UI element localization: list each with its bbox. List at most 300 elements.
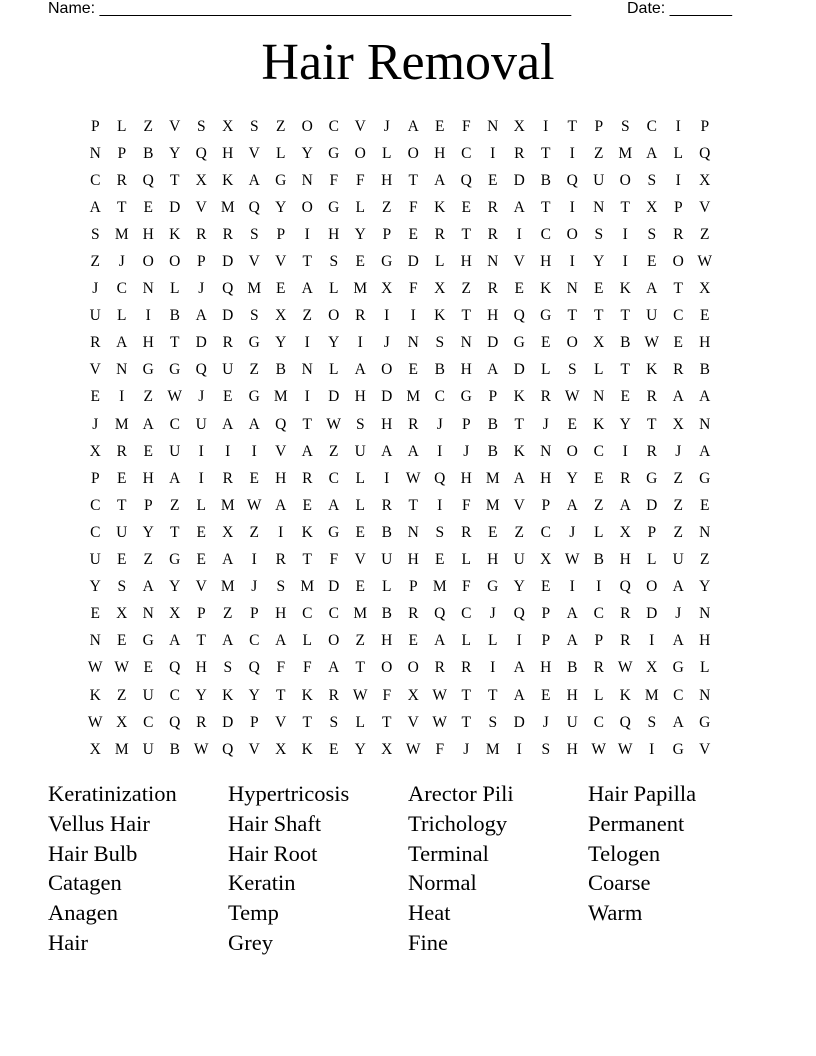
- grid-letter: P: [700, 117, 710, 135]
- grid-letter: J: [463, 740, 470, 758]
- grid-letter: Z: [276, 117, 286, 135]
- grid-letter: R: [355, 307, 366, 325]
- grid-letter: O: [381, 361, 393, 379]
- grid-letter: E: [408, 225, 418, 243]
- grid-letter: Y: [275, 198, 287, 216]
- grid-letter: F: [461, 496, 471, 514]
- grid-row: [82, 140, 718, 167]
- grid-letter: G: [248, 334, 260, 352]
- grid-letter: C: [302, 605, 313, 623]
- grid-letter: Q: [513, 307, 525, 325]
- grid-letter: L: [647, 551, 657, 569]
- grid-letter: P: [461, 415, 471, 433]
- grid-letter: P: [541, 632, 551, 650]
- grid-letter: I: [516, 632, 522, 650]
- grid-letter: H: [460, 361, 472, 379]
- grid-letter: H: [460, 253, 472, 271]
- grid-letter: I: [410, 307, 416, 325]
- grid-row: [82, 384, 718, 411]
- grid-letter: H: [487, 551, 499, 569]
- grid-row: [82, 519, 718, 546]
- grid-letter: W: [591, 740, 607, 758]
- grid-letter: P: [196, 253, 206, 271]
- grid-letter: W: [697, 253, 713, 271]
- grid-letter: V: [275, 253, 287, 271]
- grid-letter: J: [489, 605, 496, 623]
- grid-letter: R: [434, 225, 445, 243]
- grid-letter: H: [381, 415, 393, 433]
- grid-letter: E: [276, 280, 286, 298]
- grid-letter: D: [513, 171, 525, 189]
- grid-row: [82, 357, 718, 384]
- grid-letter: C: [169, 686, 180, 704]
- grid-letter: O: [142, 253, 154, 271]
- grid-letter: A: [434, 171, 446, 189]
- grid-letter: Q: [434, 469, 446, 487]
- grid-letter: G: [381, 253, 393, 271]
- grid-letter: B: [381, 523, 392, 541]
- grid-letter: F: [329, 171, 339, 189]
- grid-letter: K: [89, 686, 101, 704]
- grid-letter: F: [408, 198, 418, 216]
- grid-letter: Q: [619, 713, 631, 731]
- grid-letter: U: [116, 523, 128, 541]
- grid-letter: V: [275, 442, 287, 460]
- grid-letter: L: [488, 632, 498, 650]
- grid-letter: U: [513, 551, 525, 569]
- grid-letter: M: [485, 469, 500, 487]
- word-item: Coarse: [588, 870, 651, 896]
- grid-letter: E: [196, 523, 206, 541]
- grid-letter: Q: [460, 171, 472, 189]
- page-title: Hair Removal: [261, 34, 555, 91]
- grid-letter: T: [170, 523, 180, 541]
- grid-letter: J: [251, 578, 258, 596]
- grid-letter: T: [117, 198, 127, 216]
- grid-letter: A: [354, 361, 366, 379]
- grid-letter: M: [114, 225, 129, 243]
- grid-letter: S: [249, 225, 259, 243]
- grid-letter: D: [646, 496, 658, 514]
- grid-letter: I: [304, 334, 310, 352]
- grid-letter: N: [593, 388, 605, 406]
- grid-letter: H: [381, 171, 393, 189]
- grid-letter: L: [276, 144, 286, 162]
- grid-letter: J: [198, 388, 205, 406]
- grid-letter: G: [699, 469, 711, 487]
- grid-letter: K: [434, 198, 446, 216]
- grid-letter: E: [541, 334, 551, 352]
- grid-letter: S: [196, 117, 206, 135]
- grid-letter: E: [700, 496, 710, 514]
- grid-letter: X: [699, 171, 711, 189]
- grid-letter: L: [329, 361, 339, 379]
- grid-letter: C: [646, 117, 657, 135]
- grid-letter: R: [434, 659, 445, 677]
- grid-letter: E: [594, 280, 604, 298]
- grid-letter: A: [513, 686, 525, 704]
- grid-letter: A: [142, 578, 154, 596]
- grid-letter: M: [220, 496, 235, 514]
- grid-letter: Y: [169, 144, 181, 162]
- grid-letter: X: [619, 523, 631, 541]
- grid-letter: Z: [90, 253, 100, 271]
- grid-letter: Z: [143, 551, 153, 569]
- grid-letter: A: [169, 469, 181, 487]
- grid-letter: P: [647, 523, 657, 541]
- grid-letter: V: [699, 740, 711, 758]
- grid-letter: Z: [514, 523, 524, 541]
- grid-letter: U: [672, 551, 684, 569]
- grid-letter: O: [407, 659, 419, 677]
- grid-letter: S: [329, 713, 339, 731]
- grid-letter: R: [116, 171, 127, 189]
- grid-letter: Z: [673, 496, 683, 514]
- grid-letter: M: [300, 578, 315, 596]
- grid-letter: Y: [248, 686, 260, 704]
- grid-row: [82, 628, 718, 655]
- grid-letter: E: [647, 253, 657, 271]
- grid-letter: O: [301, 117, 313, 135]
- grid-letter: D: [222, 307, 234, 325]
- grid-letter: W: [405, 469, 421, 487]
- grid-letter: A: [513, 198, 525, 216]
- grid-letter: R: [620, 469, 631, 487]
- grid-letter: X: [89, 740, 101, 758]
- grid-letter: A: [407, 117, 419, 135]
- grid-letter: L: [382, 144, 392, 162]
- grid-letter: C: [461, 605, 472, 623]
- grid-letter: L: [541, 361, 551, 379]
- grid-letter: C: [593, 442, 604, 460]
- grid-letter: N: [487, 253, 499, 271]
- grid-letter: A: [672, 388, 684, 406]
- grid-letter: E: [541, 578, 551, 596]
- grid-letter: F: [329, 551, 339, 569]
- grid-letter: T: [620, 198, 630, 216]
- grid-letter: U: [195, 415, 207, 433]
- grid-letter: C: [328, 469, 339, 487]
- grid-letter: C: [461, 144, 472, 162]
- grid-letter: N: [699, 415, 711, 433]
- grid-letter: J: [463, 442, 470, 460]
- grid-letter: U: [89, 307, 101, 325]
- grid-letter: P: [249, 713, 259, 731]
- grid-letter: S: [223, 659, 233, 677]
- grid-letter: X: [222, 523, 234, 541]
- grid-letter: A: [328, 496, 340, 514]
- grid-letter: R: [116, 442, 127, 460]
- grid-letter: T: [461, 225, 471, 243]
- grid-letter: F: [276, 659, 286, 677]
- grid-row: [82, 113, 718, 140]
- grid-row: [82, 547, 718, 574]
- grid-letter: X: [116, 713, 128, 731]
- grid-letter: H: [540, 469, 552, 487]
- grid-letter: X: [646, 659, 658, 677]
- grid-letter: D: [381, 388, 393, 406]
- grid-letter: S: [435, 523, 445, 541]
- grid-letter: Y: [593, 253, 605, 271]
- grid-letter: E: [143, 442, 153, 460]
- word-item: Permanent: [588, 810, 685, 836]
- grid-letter: E: [541, 686, 551, 704]
- grid-letter: C: [169, 415, 180, 433]
- grid-letter: W: [564, 551, 580, 569]
- grid-letter: E: [461, 198, 471, 216]
- grid-letter: V: [354, 551, 366, 569]
- grid-letter: D: [222, 253, 234, 271]
- grid-letter: H: [195, 659, 207, 677]
- grid-letter: A: [381, 442, 393, 460]
- grid-letter: R: [487, 280, 498, 298]
- grid-letter: O: [301, 198, 313, 216]
- grid-letter: G: [328, 144, 340, 162]
- grid-letter: W: [644, 334, 660, 352]
- word-item: Hair: [48, 929, 88, 955]
- grid-letter: I: [384, 469, 390, 487]
- grid-letter: H: [222, 144, 234, 162]
- grid-letter: X: [116, 605, 128, 623]
- grid-letter: N: [116, 361, 128, 379]
- grid-letter: N: [593, 198, 605, 216]
- grid-letter: I: [490, 144, 496, 162]
- grid-letter: G: [513, 334, 525, 352]
- grid-letter: S: [647, 225, 657, 243]
- grid-letter: R: [487, 225, 498, 243]
- grid-letter: Y: [195, 686, 207, 704]
- grid-letter: T: [567, 307, 577, 325]
- grid-row: [82, 330, 718, 357]
- grid-letter: C: [328, 605, 339, 623]
- grid-letter: Q: [699, 144, 711, 162]
- grid-letter: B: [434, 361, 445, 379]
- grid-letter: M: [247, 280, 262, 298]
- grid-letter: U: [566, 713, 578, 731]
- grid-letter: C: [434, 388, 445, 406]
- grid-letter: L: [170, 280, 180, 298]
- grid-letter: P: [541, 605, 551, 623]
- grid-letter: Y: [301, 144, 313, 162]
- grid-letter: W: [114, 659, 130, 677]
- word-item: Heat: [408, 900, 451, 926]
- grid-letter: H: [275, 469, 287, 487]
- grid-letter: I: [675, 171, 681, 189]
- grid-letter: Z: [673, 523, 683, 541]
- grid-letter: D: [222, 713, 234, 731]
- grid-letter: Z: [249, 523, 259, 541]
- grid-letter: O: [328, 632, 340, 650]
- grid-letter: I: [569, 198, 575, 216]
- grid-letter: X: [434, 280, 446, 298]
- grid-letter: P: [196, 605, 206, 623]
- grid-letter: R: [90, 334, 101, 352]
- grid-letter: A: [222, 415, 234, 433]
- grid-letter: R: [408, 415, 419, 433]
- grid-letter: A: [169, 632, 181, 650]
- grid-letter: G: [699, 713, 711, 731]
- word-item: Trichology: [408, 810, 508, 836]
- grid-letter: I: [384, 307, 390, 325]
- grid-letter: R: [222, 469, 233, 487]
- grid-letter: Y: [619, 415, 631, 433]
- grid-letter: K: [646, 361, 658, 379]
- grid-letter: V: [248, 740, 260, 758]
- grid-letter: D: [328, 578, 340, 596]
- grid-letter: W: [193, 740, 209, 758]
- grid-letter: Y: [275, 334, 287, 352]
- grid-letter: Q: [275, 415, 287, 433]
- grid-letter: X: [381, 280, 393, 298]
- grid-letter: O: [672, 253, 684, 271]
- grid-letter: T: [355, 659, 365, 677]
- grid-letter: E: [302, 496, 312, 514]
- grid-letter: Y: [169, 578, 181, 596]
- grid-letter: O: [646, 578, 658, 596]
- grid-letter: D: [487, 334, 499, 352]
- grid-row: [82, 411, 718, 438]
- grid-row: [82, 248, 718, 275]
- grid-letter: P: [117, 144, 127, 162]
- grid-letter: N: [699, 523, 711, 541]
- grid-letter: T: [461, 713, 471, 731]
- grid-letter: Z: [700, 551, 710, 569]
- grid-letter: X: [275, 307, 287, 325]
- grid-letter: G: [672, 740, 684, 758]
- grid-letter: X: [89, 442, 101, 460]
- grid-letter: I: [437, 496, 443, 514]
- grid-row: [82, 492, 718, 519]
- grid-letter: P: [673, 198, 683, 216]
- grid-letter: T: [382, 713, 392, 731]
- grid-letter: J: [542, 713, 549, 731]
- grid-letter: V: [275, 713, 287, 731]
- grid-letter: G: [275, 171, 287, 189]
- grid-letter: B: [540, 171, 551, 189]
- grid-letter: S: [620, 117, 630, 135]
- grid-letter: M: [353, 280, 368, 298]
- grid-letter: V: [699, 198, 711, 216]
- grid-letter: N: [540, 442, 552, 460]
- grid-letter: Z: [170, 496, 180, 514]
- grid-letter: T: [117, 496, 127, 514]
- grid-row: [82, 709, 718, 736]
- grid-letter: E: [143, 198, 153, 216]
- grid-letter: T: [170, 171, 180, 189]
- grid-letter: W: [617, 740, 633, 758]
- grid-letter: E: [117, 551, 127, 569]
- grid-letter: R: [408, 605, 419, 623]
- grid-letter: P: [408, 578, 418, 596]
- grid-letter: E: [355, 578, 365, 596]
- grid-letter: Y: [699, 578, 711, 596]
- grid-letter: T: [461, 686, 471, 704]
- grid-letter: W: [326, 415, 342, 433]
- grid-letter: H: [142, 334, 154, 352]
- grid-row: [82, 465, 718, 492]
- grid-letter: A: [646, 280, 658, 298]
- grid-letter: X: [593, 334, 605, 352]
- grid-letter: U: [354, 442, 366, 460]
- grid-letter: A: [195, 307, 207, 325]
- grid-letter: D: [646, 605, 658, 623]
- grid-letter: L: [461, 632, 471, 650]
- word-item: Keratinization: [48, 781, 177, 806]
- word-item: Terminal: [408, 840, 489, 866]
- grid-letter: K: [513, 442, 525, 460]
- grid-letter: Q: [195, 361, 207, 379]
- grid-letter: H: [434, 144, 446, 162]
- grid-letter: I: [622, 442, 628, 460]
- grid-letter: S: [276, 578, 286, 596]
- grid-letter: S: [329, 253, 339, 271]
- grid-letter: Z: [355, 632, 365, 650]
- word-item: Temp: [228, 900, 279, 926]
- grid-letter: M: [353, 605, 368, 623]
- grid-letter: L: [117, 117, 127, 135]
- grid-letter: U: [222, 361, 234, 379]
- grid-letter: D: [513, 361, 525, 379]
- grid-letter: A: [513, 469, 525, 487]
- grid-letter: M: [220, 578, 235, 596]
- grid-letter: S: [117, 578, 127, 596]
- grid-letter: K: [619, 686, 631, 704]
- grid-letter: Q: [434, 605, 446, 623]
- grid-letter: G: [540, 307, 552, 325]
- word-column: [588, 779, 768, 928]
- grid-letter: I: [649, 632, 655, 650]
- grid-letter: C: [328, 117, 339, 135]
- grid-letter: C: [673, 686, 684, 704]
- grid-letter: B: [169, 307, 180, 325]
- grid-letter: P: [249, 605, 259, 623]
- grid-letter: R: [302, 469, 313, 487]
- grid-letter: N: [301, 361, 313, 379]
- grid-letter: B: [169, 740, 180, 758]
- grid-letter: L: [355, 713, 365, 731]
- grid-letter: M: [618, 144, 633, 162]
- grid-letter: S: [488, 713, 498, 731]
- grid-letter: D: [513, 713, 525, 731]
- grid-letter: R: [673, 361, 684, 379]
- grid-letter: I: [516, 740, 522, 758]
- grid-letter: E: [90, 388, 100, 406]
- date-field-label: Date: _______: [627, 0, 732, 17]
- grid-letter: G: [169, 551, 181, 569]
- grid-letter: C: [249, 632, 260, 650]
- grid-letter: L: [355, 469, 365, 487]
- grid-letter: M: [432, 578, 447, 596]
- grid-letter: K: [540, 280, 552, 298]
- word-item: Catagen: [48, 870, 122, 896]
- grid-letter: A: [301, 280, 313, 298]
- grid-letter: T: [620, 307, 630, 325]
- grid-letter: N: [89, 632, 101, 650]
- grid-letter: S: [594, 225, 604, 243]
- word-item: Telogen: [588, 840, 661, 866]
- grid-letter: H: [566, 740, 578, 758]
- grid-letter: M: [273, 388, 288, 406]
- grid-letter: T: [302, 713, 312, 731]
- grid-letter: Z: [117, 686, 127, 704]
- word-column: [408, 779, 588, 958]
- grid-letter: S: [647, 171, 657, 189]
- grid-letter: Q: [248, 198, 260, 216]
- grid-letter: R: [275, 551, 286, 569]
- grid-letter: I: [569, 253, 575, 271]
- grid-letter: T: [567, 117, 577, 135]
- grid-letter: T: [408, 171, 418, 189]
